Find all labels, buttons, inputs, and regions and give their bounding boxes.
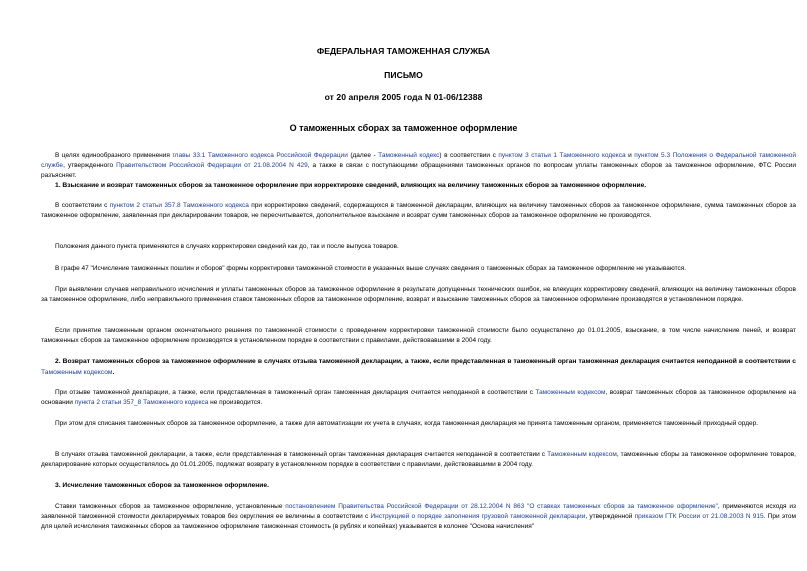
- section-1-paragraph-5: Если принятие таможенным органом окончательного решения по таможенной стоимости с проведением корректировки таможенной стоимости было осуществлено до 01.01.2005, взыскание, в том числе начисление пеней, и возврат таможенных сборов за таможенное оформление производятся в установленном порядке в соответствии с правилами, действовавшими в 2004 году.: [41, 327, 796, 344]
- link-customs-code[interactable]: Таможенный кодекс: [378, 152, 440, 159]
- section-2-heading: [41, 356, 796, 378]
- agency-name: ФЕДЕРАЛЬНАЯ ТАМОЖЕННАЯ СЛУЖБА: [316, 46, 491, 56]
- link-tk-chapter-33-1[interactable]: главы 33.1 Таможенного кодекса Российской Федерации: [172, 152, 348, 159]
- text-run: При отзыве таможенной декларации, а также, если представленная в таможенный орган таможенная декларация считается неподанной в соответствии с: [55, 389, 536, 396]
- section-3-paragraph-1: [41, 502, 796, 532]
- link-government-decree-429[interactable]: Правительством Российской Федерации от 21.08.2004 N 429: [116, 162, 308, 169]
- text-run: Ставки таможенных сборов за таможенное оформление, установленные: [55, 503, 286, 510]
- link-gtk-order-915[interactable]: приказом ГТК России от 21.08.2003 N 915: [634, 513, 764, 520]
- link-tk-article-357-8[interactable]: пунктом 2 статьи 357.8 Таможенного кодекса: [109, 202, 249, 209]
- link-tk-article-1[interactable]: пунктом 3 статьи 1 Таможенного кодекса: [498, 152, 626, 159]
- text-run: не производится.: [208, 399, 263, 406]
- link-gtd-instruction[interactable]: Инструкцией о порядке заполнения грузовой таможенной декларации: [370, 513, 586, 520]
- document-type: ПИСЬМО: [384, 70, 423, 80]
- intro-paragraph: [41, 151, 796, 181]
- text-run: , возврат таможенных сборов за таможенное оформление на основании: [41, 389, 796, 406]
- text-run: при корректировке сведений, содержащихся в таможенной декларации, влияющих на величину таможенных сборов за таможенное оформление, сумма таможенных сборов за таможенное оформление, заявленная при декларировании товаров, не пересчитывается, дополнительное взыскание и возврат сумм таможенных сборов за таможенное оформление не производятся.: [41, 202, 797, 219]
- text-run: 2. Возврат таможенных сборов за таможенное оформление в случаях отзыва таможенной декларации, а также, если представленная в таможенный орган таможенная декларация считается неподанной в соответствии с: [55, 358, 796, 365]
- document-date-number: от 20 апреля 2005 года N 01-06/12388: [324, 92, 483, 102]
- section-2-paragraph-1: [41, 388, 796, 408]
- link-tk-article-357-8[interactable]: пункта 2 статьи 357_8 Таможенного кодекса: [74, 399, 209, 406]
- section-2-paragraph-2: При этом для списания таможенных сборов за таможенное оформление, а также для автоматизации их учета в случаях, когда таможенная декларация не принята таможенным органом, применяется таможенный приходный ордер.: [55, 420, 759, 427]
- link-government-decree-863[interactable]: постановлением Правительства Российской Федерации от 28.12.2004 N 863 "О ставках таможенных сборов за таможенное оформление": [285, 503, 718, 510]
- link-customs-code[interactable]: Таможенным кодексом: [41, 369, 113, 376]
- text-run: . При этом для целей исчисления таможенных сборов за таможенное оформление таможенная стоимость (в рублях и копейках) указывается в колонке "Основа начисления": [41, 513, 796, 530]
- document-subject: О таможенных сборах за таможенное оформление: [289, 123, 518, 133]
- text-run: , а также в связи с поступающими обращениями таможенных органов по вопросам уплаты таможенных сборов за таможенное оформление, ФТС России разъясняет.: [41, 162, 796, 179]
- text-run: , утвержденного: [63, 162, 117, 169]
- link-customs-code[interactable]: Таможенным кодексом: [535, 389, 606, 396]
- section-1-heading: 1. Взыскание и возврат таможенных сборов за таможенное оформление при корректировке сведений, влияющих на величину таможенных сборов за таможенное оформление.: [55, 182, 647, 189]
- text-run: (далее -: [347, 152, 379, 159]
- link-customs-code[interactable]: Таможенным кодексом: [547, 451, 617, 458]
- section-1-paragraph-1: [41, 201, 796, 221]
- text-run: .: [112, 369, 115, 376]
- section-1-paragraph-3: В графе 47 "Исчисление таможенных пошлин и сборов" формы корректировки таможенной стоимости в указанных выше случаях сведения о таможенных сборах за таможенное оформление не указываются.: [55, 265, 687, 272]
- section-1-paragraph-2: Положения данного пункта применяются в случаях корректировки сведений как до, так и после выпуска товаров.: [55, 243, 399, 250]
- section-3-heading: 3. Исчисление таможенных сборов за таможенное оформление.: [55, 482, 269, 489]
- text-run: , таможенные сборы за таможенное оформление товаров, декларирование которых осуществлялось до 01.01.2005, подлежат возврату в установленном порядке в соответствии с правилами, действовавшими в 2004 году.: [41, 451, 796, 468]
- text-run: В случаях отзыва таможенной декларации, а также, если представленная в таможенный орган таможенная декларация считается неподанной в соответствии с: [55, 451, 548, 458]
- text-run: В целях единообразного применения: [55, 152, 173, 159]
- text-run: и: [625, 152, 635, 159]
- text-run: В соответствии с: [55, 202, 110, 209]
- text-run: , утвержденной: [585, 513, 635, 520]
- link-fts-regulation[interactable]: пунктом 5.3 Положения о Федеральной таможенной службе: [41, 152, 796, 169]
- text-run: ) в соответствии с: [439, 152, 499, 159]
- section-1-paragraph-4: При выявлении случаев неправильного исчисления и уплаты таможенных сборов за таможенное оформление в результате допущенных технических ошибок, не влекущих корректировку сведений, влияющих на величину таможенных сборов за таможенное оформление, либо неправильного применения ставок таможенных сборов за таможенное оформление, возврат и взыскание таможенных сборов за таможенное оформление производятся в установленном порядке.: [41, 286, 796, 303]
- section-2-paragraph-3: [41, 450, 796, 470]
- text-run: , применяются исходя из заявленной таможенной стоимости декларируемых товаров без округления ее величины в соответствии с: [41, 503, 796, 520]
